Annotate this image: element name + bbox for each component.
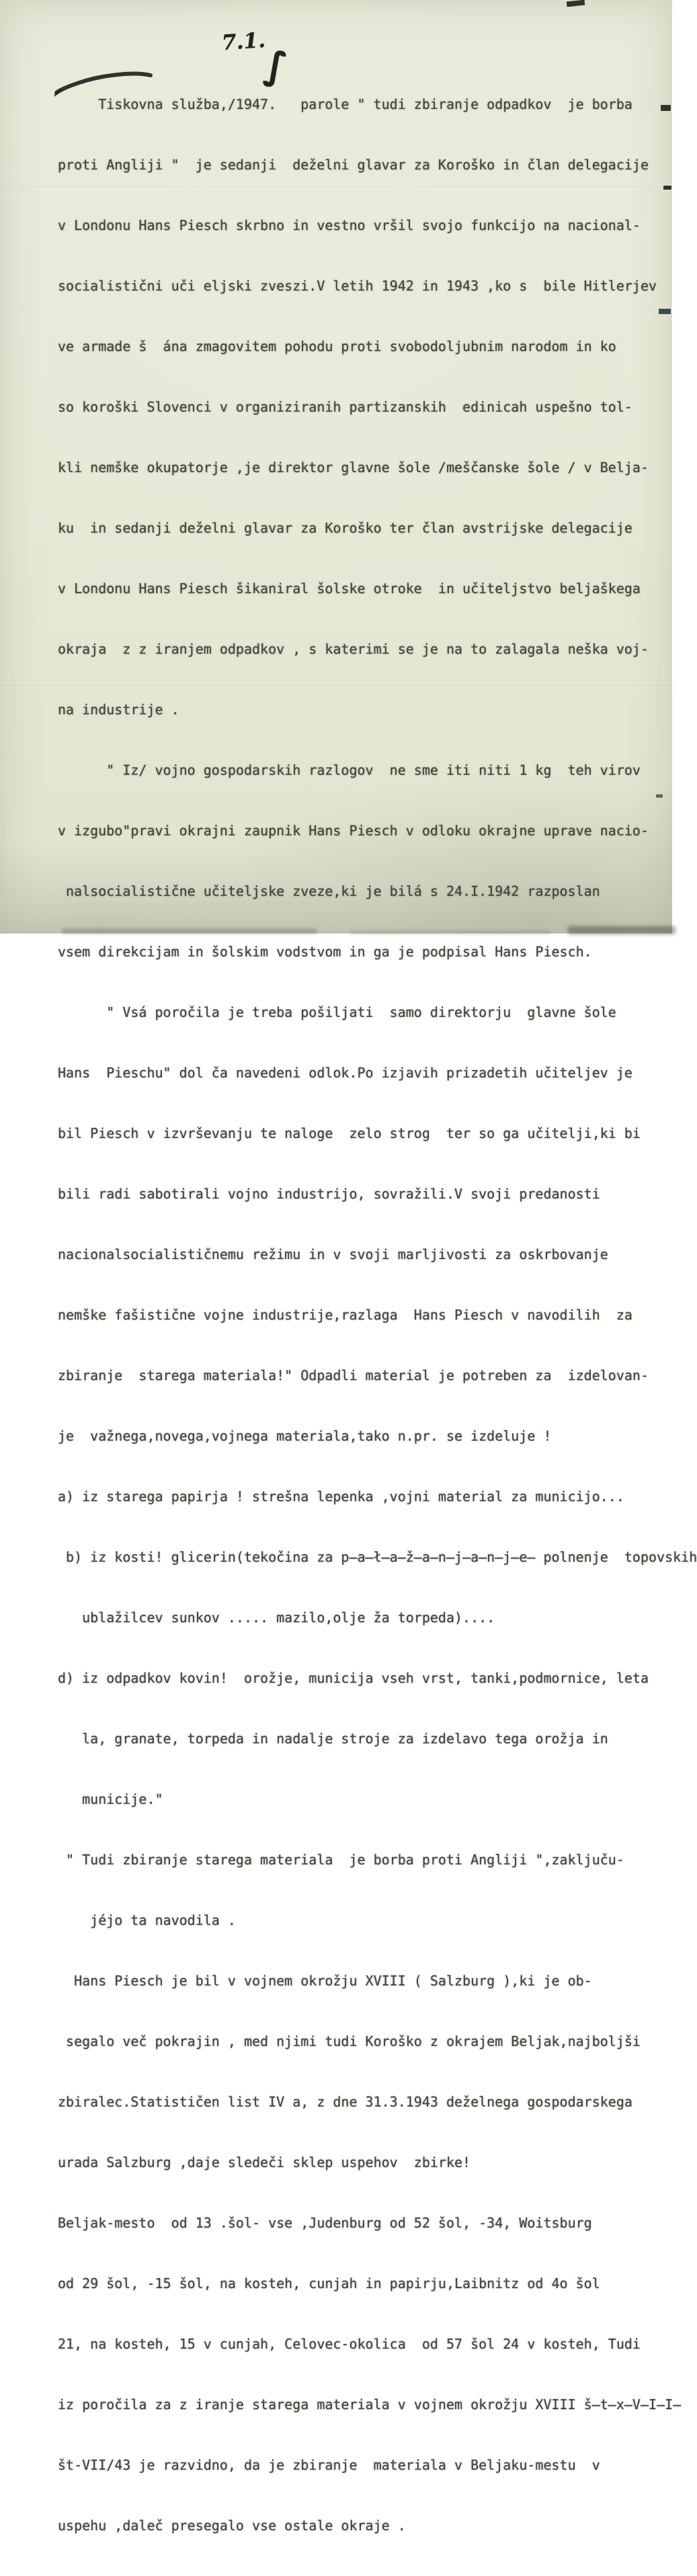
text-line: 21, na kosteh, 15 v cunjah, Celovec-okolica od 57 šol 24 v kosteh, Tudi [58,2336,641,2352]
text-line: na industrije . [58,702,179,718]
scan-artifact [656,794,663,798]
handwritten-insert-mark: ∫ [261,43,290,89]
typewritten-text [58,54,697,2576]
text-line: Hans Pieschu" dol ča navedeni odlok.Po izjavih prizadetih učiteljev je [58,1065,632,1081]
text-line: d) iz odpadkov kovin! orožje, municija vseh vrst, tanki,podmornice, leta [58,1670,649,1686]
text-line: uspehu ,daleč presegalo vse ostale okraje . [58,2517,406,2534]
text-line: št-VII/43 je razvidno, da je zbiranje materiala v Beljaku-mestu v [58,2457,600,2473]
text-line: zbiralec.Statističen list IV a, z dne 31.3.1943 deželnega gospodarskega [58,2094,632,2110]
text-line: je važnega,novega,vojnega materiala,tako n.pr. se izdeluje ! [58,1428,552,1444]
text-line: v izgubo"pravi okrajni zaupnik Hans Piesch v odloku okrajne uprave nacio- [58,823,649,839]
scan-artifact [663,186,671,190]
paper-crease [0,186,672,187]
text-line: v Londonu Hans Piesch skrbno in vestno vršil svojo funkcijo na nacional- [58,217,641,233]
paper-crease [0,683,672,685]
text-line: Tiskovna služba,/1947. parole " tudi zbiranje odpadkov je borba [58,96,632,112]
handwritten-page-number: 7.1. [220,28,266,56]
text-line: jéjo ta navodila . [58,1912,236,1928]
text-line: proti Angliji " je sedanji deželni glavar za Koroško in član delegacije [58,157,649,173]
text-line: ve armade š ána zmagovitem pohodu proti svobodoljubnim narodom in ko [58,338,616,354]
text-line: vsem direkcijam in šolskim vodstvom in ga je podpisal Hans Piesch. [58,944,592,960]
text-line: bil Piesch v izvrševanju te naloge zelo strog ter so ga učitelji,ki bi [58,1125,641,1141]
text-line: bili radi sabotirali vojno industrijo, sovražili.V svoji predanosti [58,1186,600,1202]
text-line: " Vsá poročila je treba pošiljati samo direktorju glavne šole [58,1004,616,1020]
scan-edge-shadow [568,926,675,934]
text-line: segalo več pokrajin , med njimi tudi Koroško z okrajem Beljak,najboljši [58,2033,641,2049]
text-line: od 29 šol, -15 šol, na kosteh, cunjah in papirju,Laibnitz od 4o šol [58,2275,600,2291]
text-line: a) iz starega papirja ! strešna lepenka ,vojni material za municijo... [58,1488,624,1505]
text-line: socialistični uči eljski zveszi.V letih 1942 in 1943 ,ko s bile Hitlerjev [58,278,657,294]
text-line: Hans Piesch je bil v vojnem okrožju XVIII ( Salzburg ),ki je ob- [58,1973,592,1989]
scan-artifact [659,309,671,314]
text-line: b) iz kosti! glicerin(tekočina za p̶a̶ł̶a̶ž̶a̶n̶j̶a̶n̶j̶e̶ polnenje topovskih [58,1549,697,1565]
text-line: okraja z z iranjem odpadkov , s katerimi se je na to zalagala neška voj- [58,641,649,657]
text-line: ublažilcev sunkov ..... mazilo,olje ža torpeda).... [58,1609,495,1626]
text-line: municije." [58,1791,163,1807]
text-line: nalsocialistične učiteljske zveze,ki je bilá s 24.I.1942 razposlan [58,883,600,899]
text-line: urada Salzburg ,daje sledeči sklep uspehov zbirke! [58,2154,471,2170]
text-line: la, granate, torpeda in nadalje stroje za izdelavo tega orožja in [58,1731,608,1747]
scan-edge-shadow [62,929,317,934]
text-line: nemške fašistične vojne industrije,razlaga Hans Piesch v navodilih za [58,1307,632,1323]
scan-artifact [567,0,585,7]
text-line: kli nemške okupatorje ,je direktor glavne šole /meščanske šole / v Belja- [58,459,649,476]
text-line: so koroški Slovenci v organiziranih partizanskih edinicah uspešno tol- [58,399,632,415]
text-line: Beljak-mesto od 13 .šol- vse ,Judenburg od 52 šol, -34, Woitsburg [58,2215,592,2231]
text-line: ku in sedanji deželni glavar za Koroško ter član avstrijske delegacije [58,520,632,536]
text-line: iz poročila za z iranje starega materiala v vojnem okrožju XVIII š̶t̶x̶V̶I̶I̶ [58,2396,682,2413]
paper-crease [0,305,672,307]
text-line: nacionalsocialističnemu režimu in v svoji marljivosti za oskrbovanje [58,1246,608,1262]
text-line: " Tudi zbiranje starega materiala je borba proti Angliji ",zaključu- [58,1852,624,1868]
text-line: " Iz/ vojno gospodarskih razlogov ne sme iti niti 1 kg teh virov [58,762,641,778]
scan-artifact [661,105,671,111]
text-line: zbiranje starega materiala!" Odpadli material je potreben za izdelovan- [58,1367,649,1384]
scan-edge-shadow [350,931,551,934]
text-line: v Londonu Hans Piesch šikaniral šolske otroke in učiteljstvo beljaškega [58,580,641,597]
